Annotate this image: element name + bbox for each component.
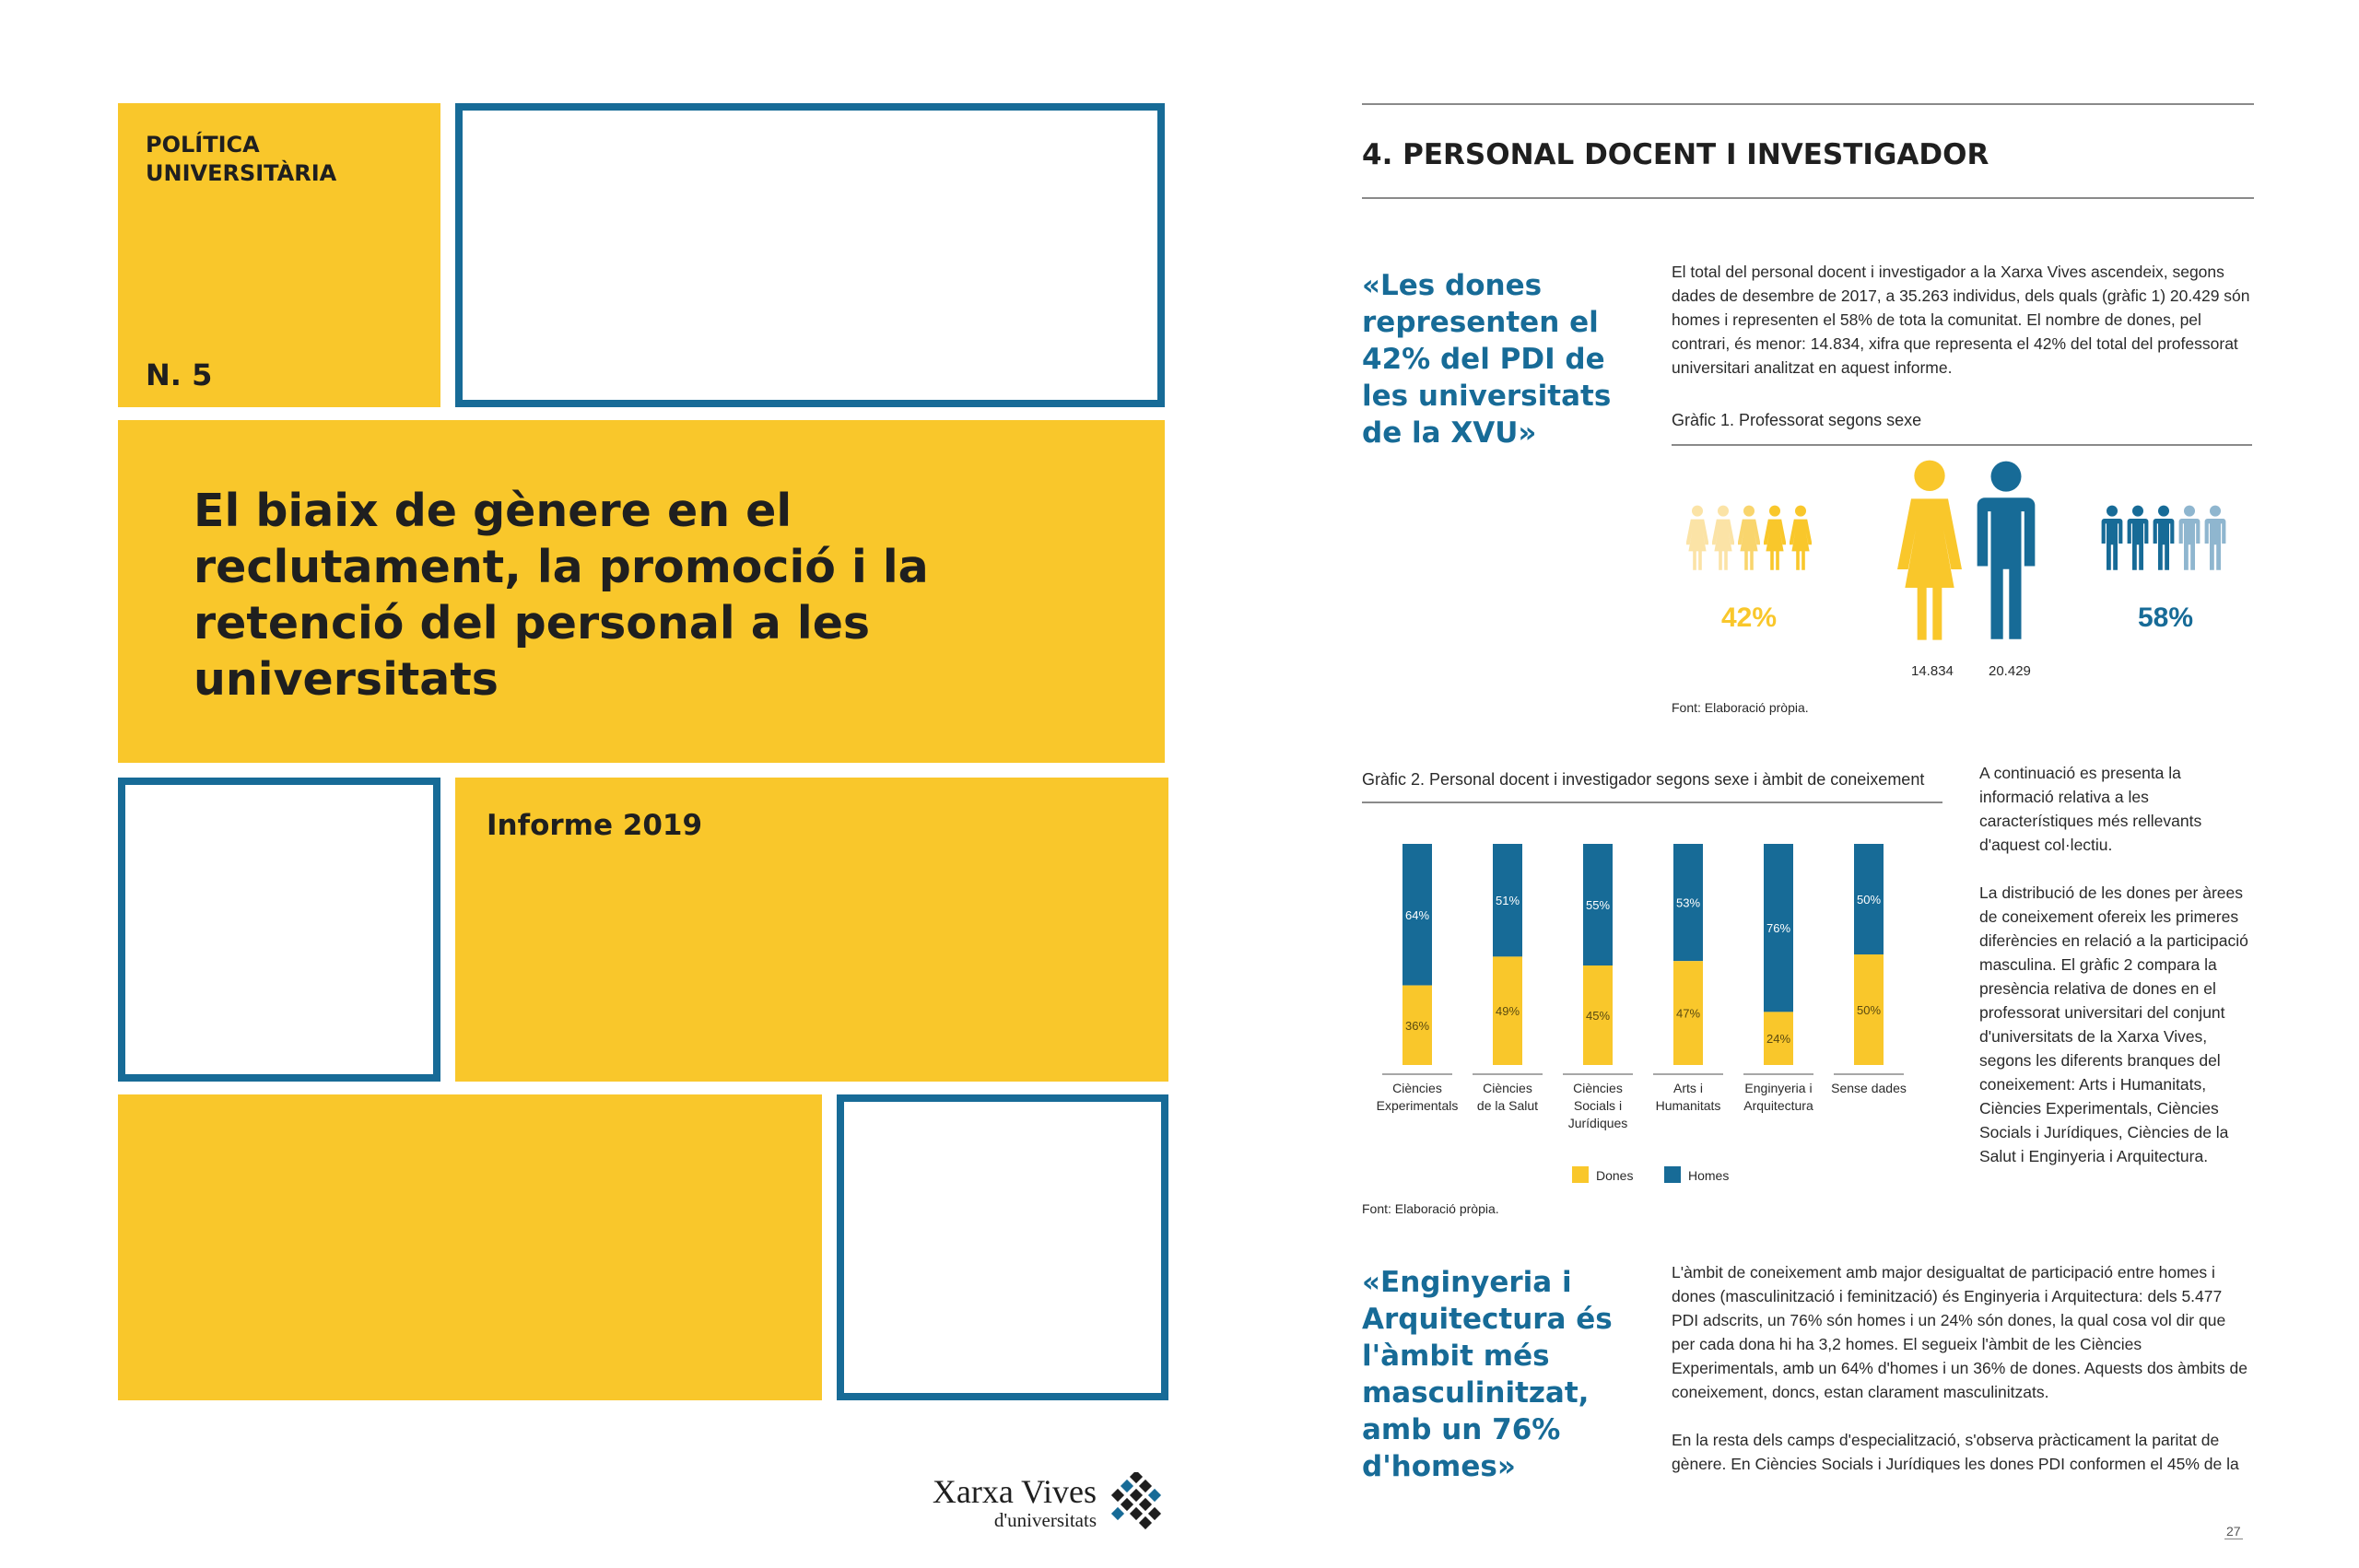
category-label-1: Ciències — [1483, 1081, 1532, 1095]
cover-frame-top-right — [455, 103, 1165, 407]
label-dones-2: 45% — [1585, 1009, 1611, 1023]
label-homes-2: 55% — [1585, 898, 1611, 912]
cover-title: El biaix de gènere en el reclutament, la promoció i la retenció del personal a les universitats — [194, 485, 929, 706]
pull-quote-engineering: «Enginyeria i Arquitectura és l'àmbit més masculinitzat, amb un 76% d'homes» — [1362, 1266, 1613, 1483]
chart1-title: Gràfic 1. Professorat segons sexe — [1672, 411, 1922, 429]
header-rule-bottom — [1362, 197, 2254, 199]
logo-subname: d'universitats — [993, 1509, 1097, 1531]
category-label-0: Ciències — [1392, 1081, 1442, 1095]
label-dones-1: 49% — [1495, 1004, 1520, 1019]
publisher-logo — [903, 1472, 1180, 1535]
side-paragraph-1: A continuació es presenta la informació relativa a les característiques més rellevants d'aquest col·lectiu. — [1979, 764, 2202, 854]
cover-subtitle-block — [455, 778, 1168, 1082]
legend-dones-label: Dones — [1596, 1168, 1634, 1183]
pull-quote-women: «Les dones representen el 42% del PDI de les universitats de la XVU» — [1362, 269, 1612, 450]
cover-frame-mid-left — [118, 778, 440, 1082]
category-label-1: de la Salut — [1476, 1098, 1539, 1113]
label-homes-5: 50% — [1856, 893, 1882, 907]
category-label-4: Enginyeria i — [1744, 1081, 1813, 1095]
women-small-icons — [1685, 506, 1812, 570]
side-paragraph-2: La distribució de les dones per àrees de coneixement ofereix les primeres diferències en relació a la participació masculina. El gràfic 2 compara la presència relativa de dones en el professorat universitari del conjunt d'universitats de la Xarxa Vives, segons les diferents branques del coneixement: Arts i Humanitats, Ciències Experimentals, Ciències Socials i Jurídiques, Ciències de la Salut i Enginyeria i Arquitectura. — [1979, 883, 2248, 1165]
cover-title-block — [118, 420, 1165, 763]
legend-homes-swatch — [1664, 1166, 1681, 1183]
cover-subtitle: Informe 2019 — [487, 809, 703, 842]
chart1-pictogram — [1668, 451, 2258, 691]
category-label-2: Socials i — [1573, 1098, 1623, 1113]
chart2-title: Gràfic 2. Personal docent i investigador segons sexe i àmbit de coneixement — [1362, 770, 1925, 789]
paragraph-4: En la resta dels camps d'especialització, s'observa pràcticament la paritat de gènere. En Ciències Socials i Jurídiques les dones PDI conformen el 45% de la — [1672, 1431, 2239, 1473]
category-label-5: Sense dades — [1831, 1081, 1907, 1095]
men-percentage: 58% — [2138, 603, 2194, 633]
header-rule-top — [1362, 103, 2254, 105]
issue-number: N. 5 — [146, 357, 213, 392]
women-count: 14.834 — [1911, 663, 1954, 679]
legend-dones-swatch — [1572, 1166, 1589, 1183]
men-small-icons — [2102, 506, 2226, 570]
women-percentage: 42% — [1721, 603, 1778, 633]
cover-top-left-block — [118, 103, 440, 407]
category-label-3: Humanitats — [1655, 1098, 1721, 1113]
intro-paragraph: El total del personal docent i investigador a la Xarxa Vives ascendeix, segons dades de desembre de 2017, a 35.263 individus, dels quals (gràfic 1) 20.429 són homes i representen el 58% de tota la comunitat. El nombre de dones, pel contrari, és menor: 14.834, xifra que representa el 42% del total del professorat universitari analitzat en aquest informe. — [1672, 263, 2250, 377]
cover-frame-bottom-right — [837, 1094, 1168, 1400]
cover-bottom-left-block — [118, 1094, 822, 1400]
logo-diamond-icon — [1106, 1472, 1167, 1533]
chart2-bar-chart — [1362, 811, 1952, 1198]
chart1-source: Font: Elaboració pròpia. — [1672, 700, 1809, 715]
woman-large-icon — [1897, 461, 1962, 640]
legend-homes-label: Homes — [1688, 1168, 1730, 1183]
category-label-0: Experimentals — [1376, 1098, 1459, 1113]
men-count: 20.429 — [1989, 663, 2031, 679]
chart1-rule — [1672, 444, 2252, 446]
label-dones-0: 36% — [1404, 1018, 1430, 1033]
label-dones-3: 47% — [1675, 1006, 1701, 1021]
paragraph-3: L'àmbit de coneixement amb major desigualtat de participació entre homes i dones (masculinització i feminització) és Enginyeria i Arquitectura: dels 5.477 PDI adscrits, un 76% són homes i un 24% són dones, la qual cosa vol dir que per cada dona hi ha 3,2 homes. El segueix l'àmbit de les Ciències Experimentals, amb un 64% d'homes i un 36% de dones. Aquests dos àmbits de coneixement, doncs, estan clarament masculinitzats. — [1672, 1263, 2248, 1401]
label-homes-3: 53% — [1675, 895, 1701, 910]
category-label-2: Jurídiques — [1567, 1116, 1628, 1130]
chart2-source: Font: Elaboració pròpia. — [1362, 1201, 1499, 1216]
series-label: POLÍTICA UNIVERSITÀRIA — [146, 132, 337, 186]
label-dones-5: 50% — [1856, 1003, 1882, 1017]
logo-name: Xarxa Vives — [932, 1473, 1097, 1510]
label-homes-4: 76% — [1766, 921, 1791, 936]
category-label-4: Arquitectura — [1743, 1098, 1813, 1113]
label-homes-1: 51% — [1495, 894, 1520, 908]
page-number: 27 — [2226, 1524, 2241, 1539]
label-dones-4: 24% — [1766, 1032, 1791, 1047]
category-label-3: Arts i — [1673, 1081, 1703, 1095]
section-title: 4. PERSONAL DOCENT I INVESTIGADOR — [1362, 138, 1989, 171]
label-homes-0: 64% — [1404, 907, 1430, 922]
chart2-rule — [1362, 802, 1942, 803]
man-large-icon — [1978, 462, 2036, 639]
category-label-2: Ciències — [1573, 1081, 1623, 1095]
